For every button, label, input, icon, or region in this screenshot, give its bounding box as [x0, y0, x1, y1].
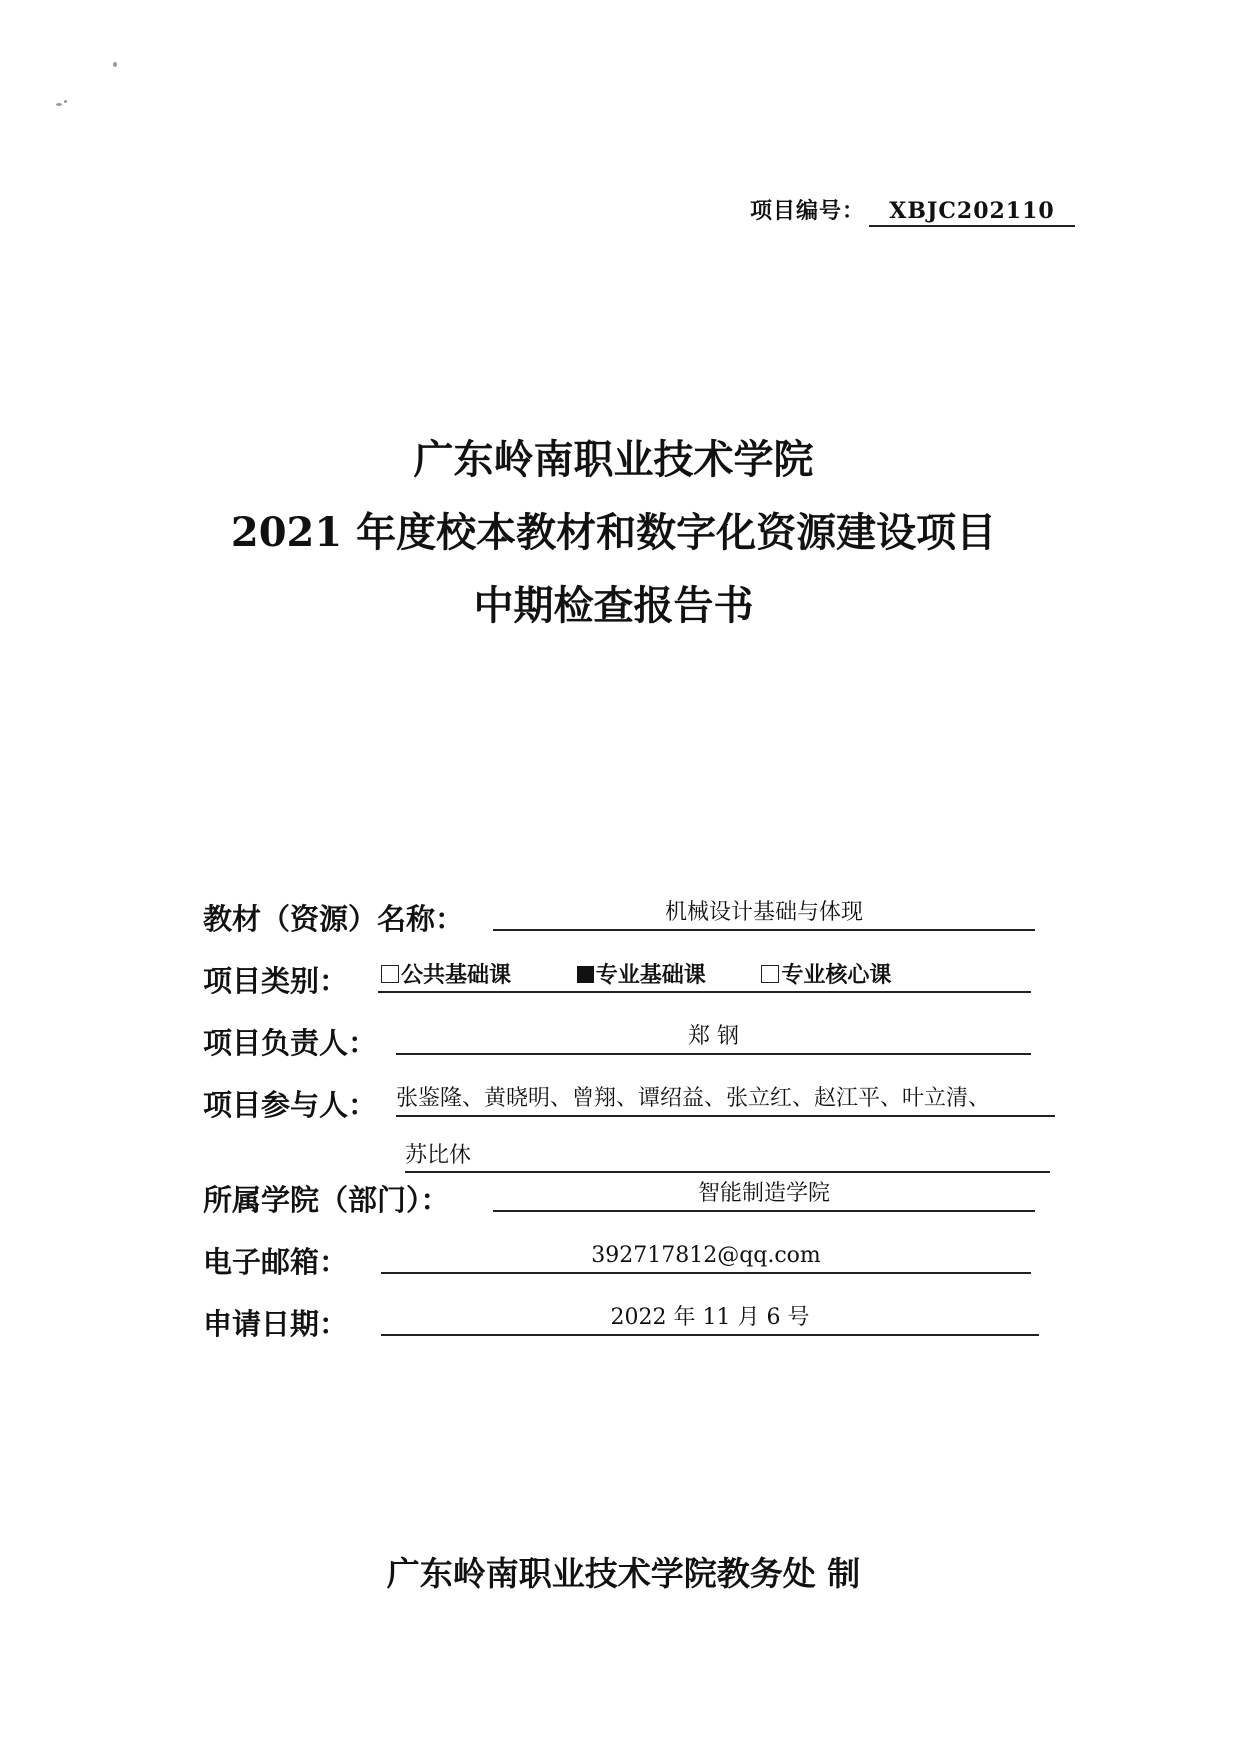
participants-value-line2: 苏比休 — [405, 1141, 1050, 1173]
category-option-label: 公共基础课 — [401, 962, 512, 988]
scan-speck — [56, 103, 62, 106]
scan-speck — [64, 100, 67, 103]
category-option-label: 专业基础课 — [595, 962, 706, 988]
issuer-footer: 广东岭南职业技术学院教务处 制 — [386, 1554, 861, 1593]
category-options — [381, 959, 891, 991]
material-name-value: 机械设计基础与体现 — [493, 897, 1035, 931]
date-label: 申请日期： — [203, 1307, 349, 1341]
leader-label: 项目负责人： — [203, 1026, 378, 1060]
category-option-major-core[interactable] — [761, 959, 891, 991]
category-option-label: 专业核心课 — [781, 962, 892, 988]
category-option-public[interactable] — [381, 959, 511, 991]
college-label: 所属学院（部门）： — [203, 1183, 450, 1217]
date-value: 2022 年 11 月 6 号 — [381, 1302, 1039, 1336]
college-value: 智能制造学院 — [493, 1178, 1035, 1212]
category-option-major-basic[interactable] — [577, 959, 706, 991]
project-number-value: XBJC202110 — [869, 198, 1075, 227]
material-name-label: 教材（资源）名称： — [203, 902, 465, 936]
title-project: 2021 年度校本教材和数字化资源建设项目 — [230, 509, 997, 556]
report-title-block — [0, 436, 1247, 629]
email-label: 电子邮箱： — [203, 1245, 349, 1279]
leader-value: 郑 钢 — [396, 1021, 1031, 1055]
project-number-label: 项目编号： — [750, 198, 866, 224]
participants-label: 项目参与人： — [203, 1088, 378, 1122]
checkbox-empty-icon — [381, 965, 399, 983]
category-label: 项目类别： — [203, 964, 349, 998]
title-institution: 广东岭南职业技术学院 — [413, 436, 814, 483]
scan-speck — [113, 62, 117, 67]
checkbox-filled-icon — [577, 966, 594, 983]
checkbox-empty-icon — [761, 965, 779, 983]
participants-value-line1: 张鉴隆、黄晓明、曾翔、谭绍益、张立红、赵江平、叶立清、 — [396, 1083, 1055, 1117]
title-report-type: 中期检查报告书 — [473, 582, 754, 629]
email-value: 392717812@qq.com — [381, 1240, 1031, 1274]
project-number — [750, 194, 1075, 227]
